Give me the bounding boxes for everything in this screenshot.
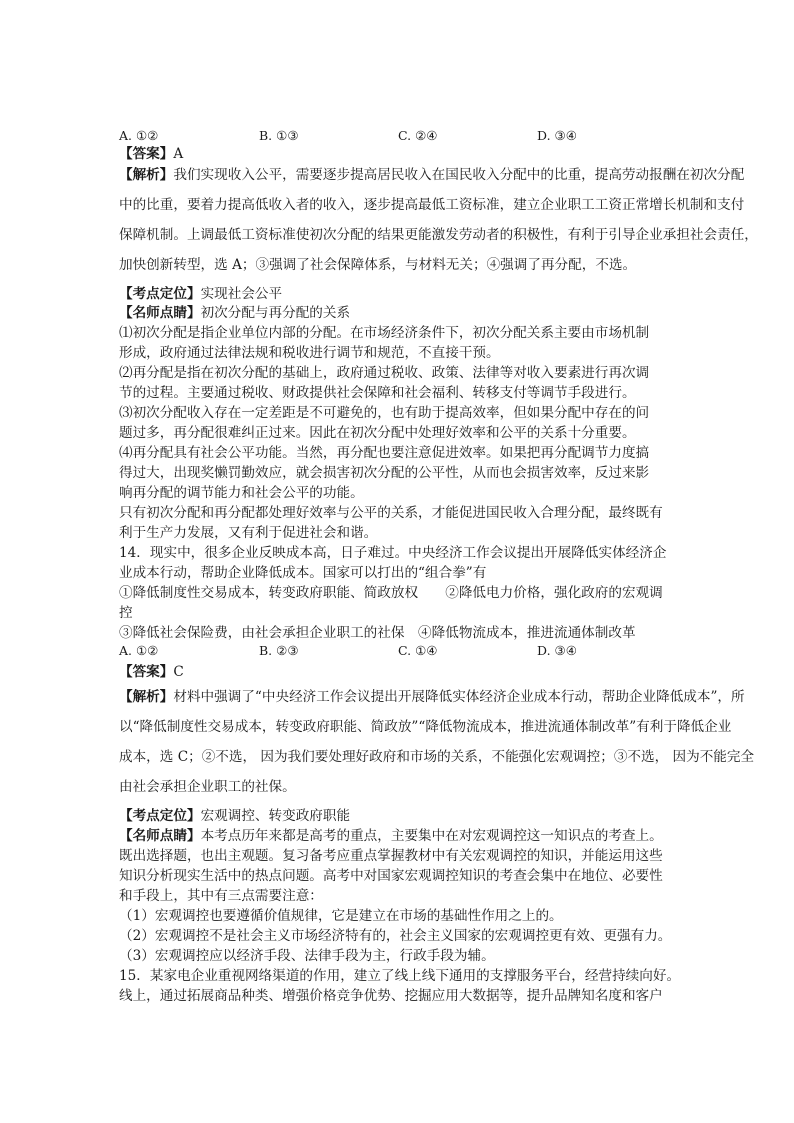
kaodian-label: 【考点定位】	[119, 286, 201, 302]
q14-option-a: A. ①②	[119, 643, 159, 658]
answer-label: 【答案】	[119, 146, 174, 162]
q13-mingshi-line-10: 响再分配的调节能力和社会公平的功能。	[119, 485, 364, 501]
q13-mingshi-line-1	[119, 304, 350, 322]
kaodian-text: 宏观调控、转变政府职能	[200, 808, 351, 824]
q14-kaodian	[119, 807, 350, 825]
q13-option-a: A. ①②	[119, 128, 159, 143]
q14-stem-line-1: 14．现实中，很多企业反映成本高，日子难过。中央经济工作会议提出开展降低实体经济企	[119, 545, 667, 561]
q14-analysis-line-1	[119, 688, 745, 706]
q13-answer	[119, 145, 183, 163]
q13-analysis-line-3: 保障机制。上调最低工资标准使初次分配的结果更能激发劳动者的积极性，有利于引导企业承担社会责任，	[119, 227, 758, 243]
kaodian-text: 实现社会公平	[200, 286, 283, 302]
answer-value: C	[173, 664, 184, 680]
q13-analysis-line-1	[119, 166, 744, 184]
q13-analysis-line-2: 中的比重，要着力提高低收入者的收入，逐步提高最低工资标准，建立企业职工工资正常增长机制和支付	[119, 197, 745, 213]
q13-analysis-line-4: 加快创新转型，选 A；③强调了社会保障体系，与材料无关；④强调了再分配，不选。	[119, 257, 637, 273]
q13-option-d: D. ③④	[537, 128, 577, 143]
mingshi-label: 【名师点睛】	[119, 305, 201, 321]
q14-stem-line-5: ③降低社会保险费，由社会承担企业职工的社保 ④降低物流成本，推进流通体制改革	[119, 625, 636, 641]
q14-option-c: C. ①④	[398, 643, 438, 658]
answer-value: A	[173, 146, 184, 162]
q14-mingshi-line-1	[119, 827, 663, 845]
q14-mingshi-line-7: （3）宏观调控应以经济手段、法律手段为主，行政手段为辅。	[119, 948, 495, 964]
q14-mingshi-line-3: 知识分析现实生活中的热点问题。高考中对国家宏观调控知识的考查会集中在地位、必要性	[119, 868, 663, 884]
q14-option-d: D. ③④	[537, 643, 577, 658]
q13-mingshi-line-2: ⑴初次分配是指企业单位内部的分配。在市场经济条件下，初次分配关系主要由市场机制	[119, 325, 650, 341]
q14-stem-line-3: ①降低制度性交易成本，转变政府职能、简政放权 ②降低电力价格，强化政府的宏观调	[119, 585, 663, 601]
mingshi-label: 【名师点睛】	[119, 828, 201, 844]
q13-option-c: C. ②④	[398, 128, 438, 143]
q14-analysis-line-4: 由社会承担企业职工的社保。	[119, 779, 296, 795]
q13-mingshi-line-8: ⑷再分配具有社会公平功能。当然，再分配也要注意促进效率。如果把再分配调节力度搞	[119, 445, 650, 461]
q14-options	[119, 643, 679, 661]
mingshi-text: 初次分配与再分配的关系	[200, 305, 351, 321]
answer-label: 【答案】	[119, 664, 174, 680]
q13-option-b: B. ①③	[259, 128, 299, 143]
q13-kaodian	[119, 285, 282, 303]
q14-stem-line-2: 业成本行动，帮助企业降低成本。国家可以打出的“组合拳”有	[119, 565, 487, 581]
q14-mingshi-line-6: （2）宏观调控不是社会主义市场经济特有的，社会主义国家的宏观调控更有效、更强有力。	[119, 928, 672, 944]
q14-option-b: B. ②③	[259, 643, 299, 658]
q15-stem-line-1: 15．某家电企业重视网络渠道的作用，建立了线上线下通用的支撑服务平台，经营持续向好。	[119, 968, 681, 984]
q13-mingshi-line-12: 利于生产力发展，又有利于促进社会和谐。	[119, 525, 378, 541]
analysis-label: 【解析】	[119, 167, 174, 183]
q14-stem-line-4: 控	[119, 605, 133, 621]
q13-mingshi-line-9: 得过大，出现奖懒罚勤效应，就会损害初次分配的公平性，从而也会损害效率，反过来影	[119, 465, 650, 481]
q14-mingshi-line-2: 既出选择题，也出主观题。复习备考应重点掌握教材中有关宏观调控的知识，并能运用这些	[119, 848, 663, 864]
q13-mingshi-line-4: ⑵再分配是指在初次分配的基础上，政府通过税收、政策、法律等对收入要素进行再次调	[119, 365, 650, 381]
q13-mingshi-line-7: 题过多，再分配很难纠正过来。因此在初次分配中处理好效率和公平的关系十分重要。	[119, 425, 636, 441]
q13-mingshi-line-6: ⑶初次分配收入存在一定差距是不可避免的，也有助于提高效率，但如果分配中存在的问	[119, 405, 650, 421]
q13-mingshi-line-3: 形成，政府通过法律法规和税收进行调节和规范，不直接干预。	[119, 345, 500, 361]
mingshi-text: 本考点历年来都是高考的重点，主要集中在对宏观调控这一知识点的考查上。	[200, 828, 663, 844]
analysis-text: 材料中强调了“中央经济工作会议提出开展降低实体经济企业成本行动，帮助企业降低成本”，所	[173, 689, 745, 705]
q13-mingshi-line-5: 节的过程。主要通过税收、财政提供社会保障和社会福利、转移支付等调节手段进行。	[119, 385, 636, 401]
q13-options	[119, 128, 679, 146]
q13-mingshi-line-11: 只有初次分配和再分配都处理好效率与公平的关系，才能促进国民收入合理分配，最终既有	[119, 505, 663, 521]
analysis-text: 我们实现收入公平，需要逐步提高居民收入在国民收入分配中的比重，提高劳动报酬在初次分配	[173, 167, 745, 183]
q15-stem-line-2: 线上，通过拓展商品种类、增强价格竞争优势、挖掘应用大数据等，提升品牌知名度和客户	[119, 988, 663, 1004]
analysis-label: 【解析】	[119, 689, 174, 705]
q14-answer	[119, 663, 184, 681]
q14-mingshi-line-5: （1）宏观调控也要遵循价值规律，它是建立在市场的基础性作用之上的。	[119, 908, 563, 924]
q14-analysis-line-3: 成本，选 C；②不选， 因为我们要处理好政府和市场的关系，不能强化宏观调控；③不选， 因为不能完全	[119, 749, 755, 765]
kaodian-label: 【考点定位】	[119, 808, 201, 824]
q14-analysis-line-2: 以“降低制度性交易成本，转变政府职能、简政放”“降低物流成本，推进流通体制改革”有利于降低企业	[119, 719, 732, 735]
q14-mingshi-line-4: 和手段上，其中有三点需要注意：	[119, 888, 323, 904]
